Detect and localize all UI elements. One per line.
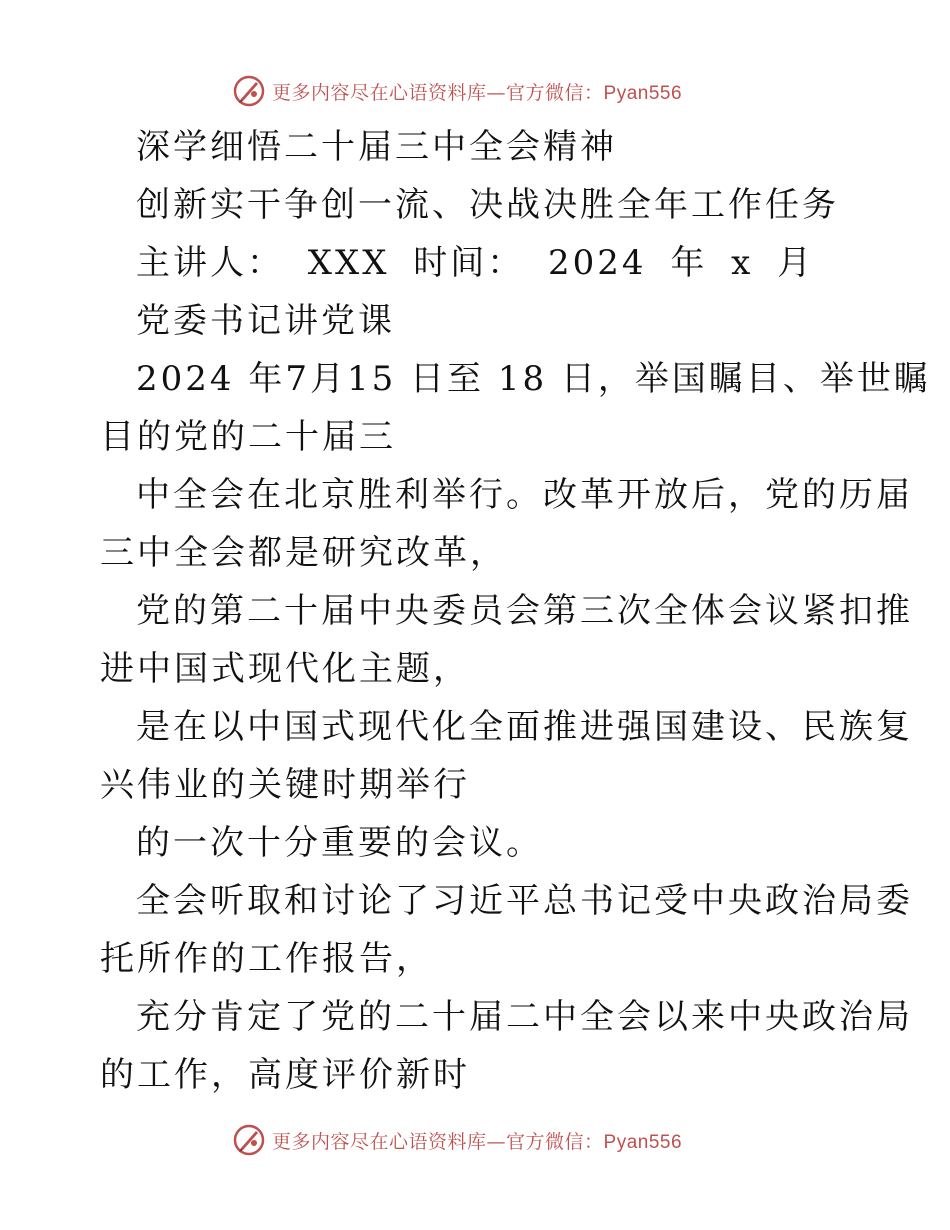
text-line: 充分肯定了党的二十届二中全会以来中央政治局 <box>136 997 913 1037</box>
watermark-text <box>272 1127 682 1154</box>
watermark-main: 更多内容尽在心语资料库 <box>272 81 487 104</box>
header-watermark <box>232 71 682 111</box>
quill-pen-logo-icon <box>232 1123 266 1157</box>
watermark-main: 更多内容尽在心语资料库 <box>272 1130 487 1153</box>
watermark-wechat-id: Pyan556 <box>603 82 683 104</box>
text-line: 的一次十分重要的会议。 <box>136 823 543 863</box>
watermark-separator: — <box>486 81 507 104</box>
text-line: 党委书记讲党课 <box>136 301 395 341</box>
watermark-label: 官方微信： <box>506 1130 604 1153</box>
watermark-label: 官方微信： <box>506 81 604 104</box>
text-line: 深学细悟二十届三中全会精神 <box>136 127 617 167</box>
text-line: 托所作的工作报告， <box>100 939 433 979</box>
text-line: 全会听取和讨论了习近平总书记受中央政治局委 <box>136 881 913 921</box>
text-line: 是在以中国式现代化全面推进强国建设、民族复 <box>136 707 913 747</box>
text-line: 中全会在北京胜利举行。改革开放后，党的历届 <box>136 475 913 515</box>
text-line: 目的党的二十届三 <box>100 417 396 457</box>
quill-pen-logo-icon <box>232 74 266 108</box>
text-line: 主讲人： XXX 时间： 2024 年 x 月 <box>136 243 815 283</box>
text-line: 创新实干争创一流、决战决胜全年工作任务 <box>136 185 839 225</box>
document-body <box>100 118 931 1104</box>
footer-watermark <box>232 1120 682 1160</box>
watermark-text <box>272 78 682 105</box>
text-line: 2024 年7月15 日至 18 日，举国瞩目、举世瞩 <box>136 359 931 399</box>
text-line: 兴伟业的关键时期举行 <box>100 765 470 805</box>
text-line: 进中国式现代化主题， <box>100 649 470 689</box>
text-line: 的工作，高度评价新时 <box>100 1055 470 1095</box>
text-line: 党的第二十届中央委员会第三次全体会议紧扣推 <box>136 591 913 631</box>
watermark-wechat-id: Pyan556 <box>603 1131 683 1153</box>
watermark-separator: — <box>486 1130 507 1153</box>
text-line: 三中全会都是研究改革， <box>100 533 507 573</box>
